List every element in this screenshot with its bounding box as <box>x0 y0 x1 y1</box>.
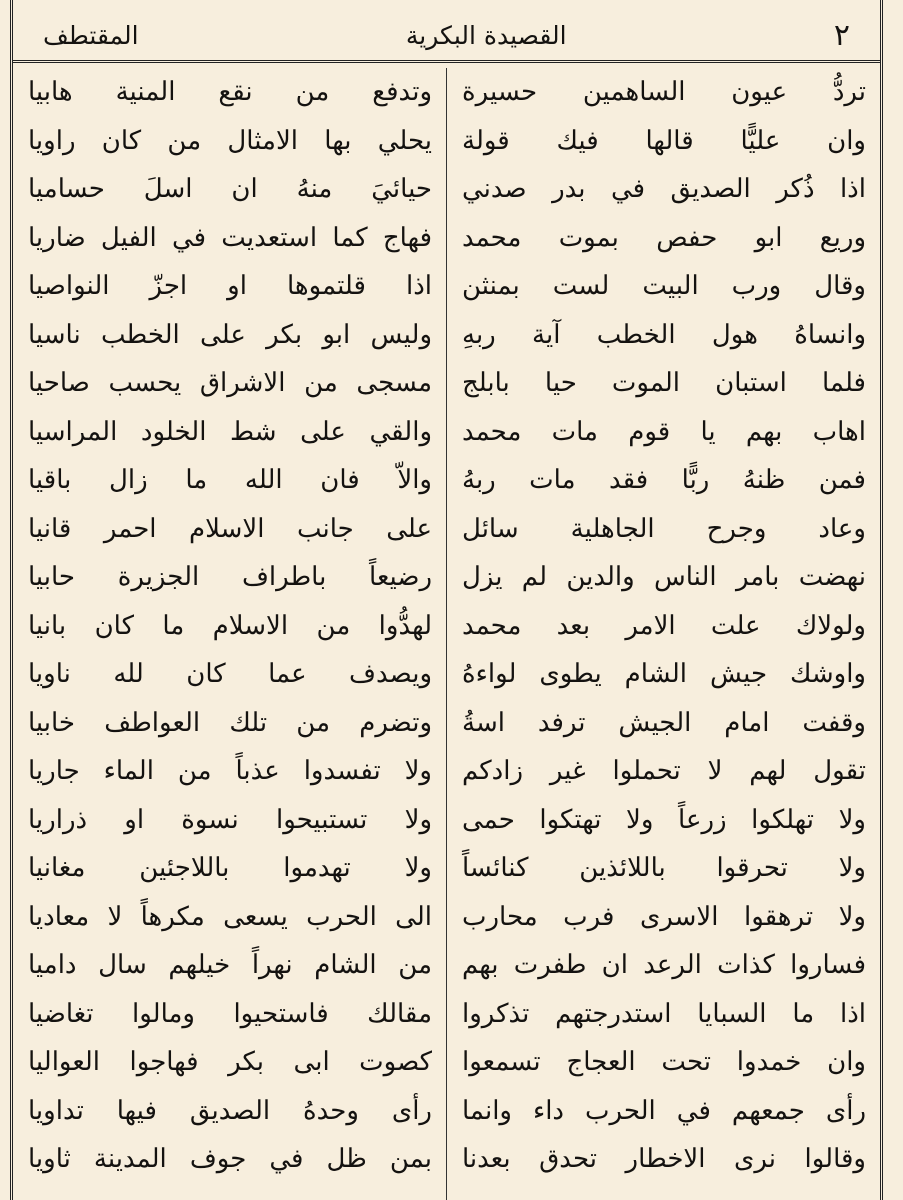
verse-second-hemistich: لهدُّوا من الاسلام ما كان بانيا <box>28 610 432 641</box>
verse-first-hemistich: وعاد وجرح الجاهلية سائل <box>462 513 866 544</box>
right-column <box>454 68 874 1200</box>
verse-first-hemistich: واوشك جيش الشام يطوى لواءهُ <box>462 659 866 689</box>
verse-first-hemistich: وقال ورب البيت لست بمنثن <box>462 271 866 301</box>
verse-second-hemistich: بمن ظل في جوف المدينة ثاويا <box>28 1144 432 1174</box>
column-divider <box>446 68 447 1200</box>
verse-first-hemistich: ولا تحرقوا باللائذين كنائساً <box>462 853 866 883</box>
header-divider <box>13 60 880 63</box>
verse-first-hemistich: فساروا كذات الرعد ان طفرت بهم <box>462 950 866 980</box>
verse-first-hemistich: اذا ما السبايا استدرجتهم تذكروا <box>462 998 866 1029</box>
verse-first-hemistich: تردُّ عيون الساهمين حسيرة <box>462 77 866 107</box>
verse-first-hemistich: وقالوا نرى الاخطار تحدق بعدنا <box>462 1144 866 1174</box>
verse-first-hemistich: وريع ابو حفص بموت محمد <box>462 222 866 253</box>
verse-first-hemistich: فمن ظنهُ ربًّا فقد مات ربهُ <box>462 465 866 495</box>
page-number: ٢ <box>833 17 850 53</box>
verse-first-hemistich: ولولاك علت الامر بعد محمد <box>462 610 866 641</box>
verse-second-hemistich: كصوت ابى بكر فهاجوا العواليا <box>28 1047 432 1077</box>
verse-second-hemistich: ولا تهدموا باللاجئين مغانيا <box>28 853 432 883</box>
verse-second-hemistich: من الشام نهراً خيلهم سال داميا <box>28 950 432 980</box>
verse-first-hemistich: وان خمدوا تحت العجاج تسمعوا <box>462 1047 866 1077</box>
verse-second-hemistich: والاّ فان الله ما زال باقيا <box>28 465 432 495</box>
verse-second-hemistich: ولا تستبيحوا نسوة او ذراريا <box>28 804 432 835</box>
journal-name: المقتطف <box>43 20 139 50</box>
verse-first-hemistich: اهاب بهم يا قوم مات محمد <box>462 416 866 447</box>
verse-first-hemistich: ولا تهلكوا زرعاً ولا تهتكوا حمى <box>462 804 866 835</box>
verse-second-hemistich: يحلي بها الامثال من كان راويا <box>28 125 432 156</box>
verse-second-hemistich: وتدفع من نقع المنية هابيا <box>28 77 432 107</box>
verse-second-hemistich: رأى وحدهُ الصديق فيها تداويا <box>28 1095 432 1126</box>
verse-first-hemistich: تقول لهم لا تحملوا غير زادكم <box>462 756 866 786</box>
verse-first-hemistich: وان عليًّا قالها فيك قولة <box>462 125 866 156</box>
poem-body <box>13 68 880 1200</box>
page-title: القصيدة البكرية <box>405 20 567 50</box>
verse-first-hemistich: فلما استبان الموت حيا بابلج <box>462 368 866 398</box>
verse-first-hemistich: اذا ذُكر الصديق في بدر صدني <box>462 174 866 204</box>
verse-second-hemistich: مسجى من الاشراق يحسب صاحيا <box>28 368 432 398</box>
verse-first-hemistich: وانساهُ هول الخطب آية ربهِ <box>462 319 866 350</box>
verse-second-hemistich: اذا قلتموها او اجزّ النواصيا <box>28 271 432 301</box>
verse-second-hemistich: ولا تفسدوا عذباً من الماء جاريا <box>28 756 432 786</box>
verse-second-hemistich: رضيعاً باطراف الجزيرة حابيا <box>28 562 432 592</box>
verse-second-hemistich: على جانب الاسلام احمر قانيا <box>28 513 432 544</box>
left-column <box>20 68 440 1200</box>
verse-first-hemistich: وقفت امام الجيش ترفد اسةُ <box>462 707 866 738</box>
page-header <box>13 14 880 56</box>
verse-second-hemistich: حيائيَ منهُ ان اسلَ حساميا <box>28 174 432 204</box>
verse-second-hemistich: فهاج كما استعديت في الفيل ضاريا <box>28 222 432 253</box>
verse-first-hemistich: رأى جمعهم في الحرب داء وانما <box>462 1095 866 1126</box>
verse-second-hemistich: والقي على شط الخلود المراسيا <box>28 416 432 447</box>
verse-second-hemistich: وليس ابو بكر على الخطب ناسيا <box>28 319 432 350</box>
verse-second-hemistich: ويصدف عما كان لله ناويا <box>28 659 432 689</box>
verse-first-hemistich: نهضت بامر الناس والدين لم يزل <box>462 562 866 592</box>
verse-second-hemistich: الى الحرب يسعى مكرهاً لا معاديا <box>28 901 432 932</box>
verse-first-hemistich: ولا ترهقوا الاسرى فرب محارب <box>462 901 866 932</box>
verse-second-hemistich: مقالك فاستحيوا ومالوا تغاضيا <box>28 998 432 1029</box>
verse-second-hemistich: وتضرم من تلك العواطف خابيا <box>28 707 432 738</box>
